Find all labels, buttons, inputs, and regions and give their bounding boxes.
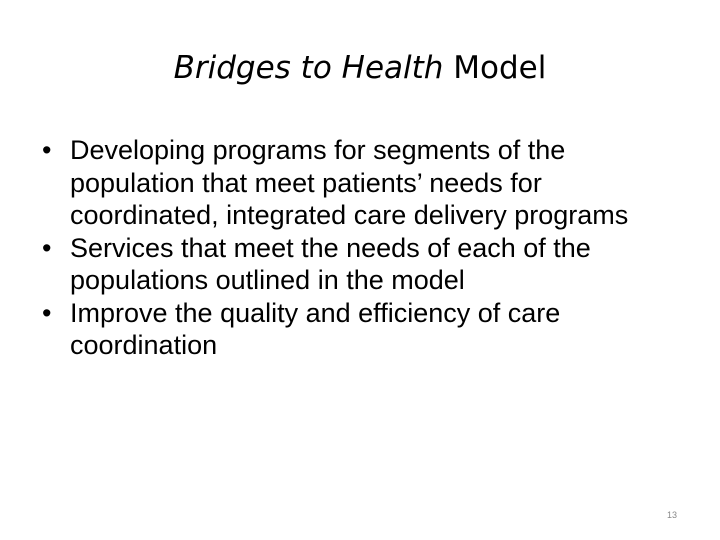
slide-title-rest: Model	[443, 50, 547, 86]
bullet-list	[42, 134, 682, 362]
bullet-icon: •	[42, 232, 52, 263]
slide-title	[0, 48, 720, 88]
bullet-item	[42, 232, 682, 297]
bullet-item	[42, 297, 682, 362]
slide-title-italic: Bridges to Health	[173, 50, 444, 86]
bullet-item	[42, 134, 682, 232]
bullet-text: Services that meet the needs of each of the populations outlined in the model	[70, 232, 591, 295]
bullet-text: Developing programs for segments of the population that meet patients’ needs for coordinated, integrated care delivery programs	[70, 135, 629, 230]
bullet-icon: •	[42, 135, 52, 165]
page-number: 13	[666, 510, 677, 520]
bullet-icon: •	[42, 297, 52, 328]
bullet-text: Improve the quality and efficiency of care coordination	[70, 297, 561, 360]
